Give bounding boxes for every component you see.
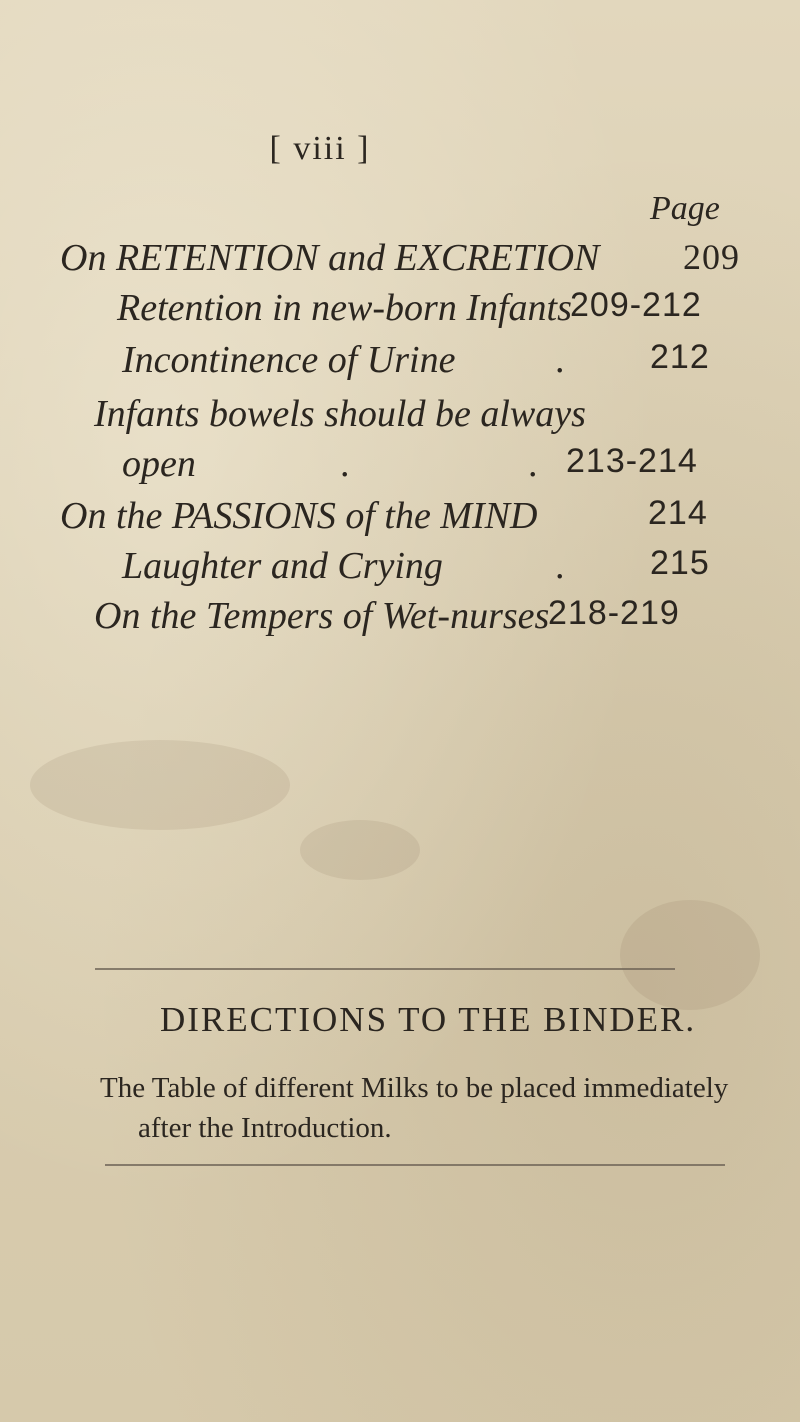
paper-stain bbox=[620, 900, 760, 1010]
directions-text-line: The Table of different Milks to be placed immediately bbox=[100, 1072, 729, 1104]
paper-stain bbox=[300, 820, 420, 880]
page-column-label: Page bbox=[650, 190, 720, 227]
toc-entry-pages: 209-212 bbox=[570, 286, 702, 324]
toc-entry-pages: 215 bbox=[650, 544, 710, 582]
toc-entry-title: Incontinence of Urine bbox=[122, 339, 456, 381]
toc-entry-title: open bbox=[122, 443, 196, 485]
paper-stain bbox=[30, 740, 290, 830]
toc-entry-pages: 212 bbox=[650, 338, 710, 376]
toc-entry-title: Retention in new-born Infants bbox=[117, 287, 572, 329]
toc-entry-title: On RETENTION and EXCRETION bbox=[60, 237, 600, 279]
toc-entry-pages: 214 bbox=[648, 494, 708, 532]
toc-entry-title: On the Tempers of Wet-nurses bbox=[94, 595, 550, 637]
bottom-rule bbox=[105, 1164, 725, 1166]
toc-entry-pages: 209 bbox=[683, 237, 740, 277]
toc-leader-dot: . bbox=[340, 443, 350, 485]
toc-entry-title: Laughter and Crying bbox=[122, 545, 443, 587]
toc-leader-dot: . bbox=[555, 339, 565, 381]
directions-text-line: after the Introduction. bbox=[138, 1112, 392, 1144]
page-number: [ viii ] bbox=[269, 130, 371, 167]
toc-entry-pages: 218-219 bbox=[548, 594, 680, 632]
directions-heading: DIRECTIONS TO THE BINDER. bbox=[160, 1000, 697, 1039]
toc-leader-dot: . bbox=[555, 545, 565, 587]
toc-entry-title: On the PASSIONS of the MIND bbox=[60, 495, 538, 537]
toc-entry-title: Infants bowels should be always bbox=[94, 393, 586, 435]
top-rule bbox=[95, 968, 675, 970]
directions-text bbox=[100, 1068, 728, 1148]
toc-entry-pages: 213-214 bbox=[566, 442, 698, 480]
toc-leader-dot: . bbox=[528, 443, 538, 485]
